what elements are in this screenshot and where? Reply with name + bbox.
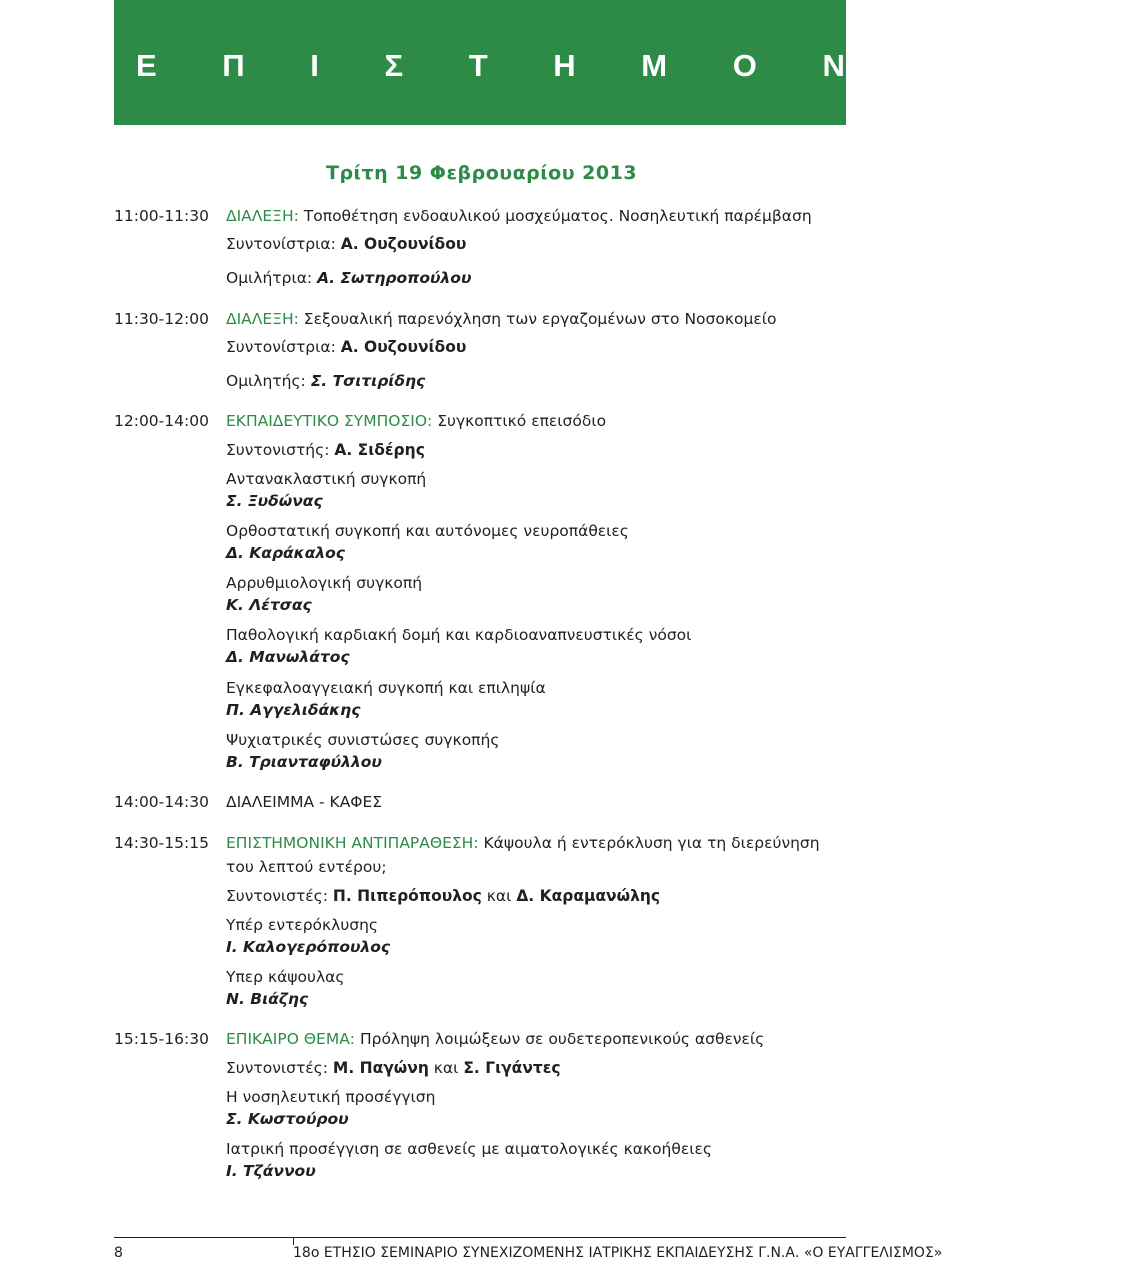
footer-divider (114, 1237, 846, 1238)
talk-speaker: Ι. Καλογερόπουλος (226, 938, 391, 956)
talk-speaker: Π. Αγγελιδάκης (226, 701, 361, 719)
talk-speaker: Β. Τριανταφύλλου (226, 753, 382, 771)
chair-label: Συντονιστής: (226, 441, 335, 459)
chair-name: Δ. Καραμανώλης (516, 887, 661, 905)
talk-title: Εγκεφαλοαγγειακή συγκοπή και επιληψία (226, 679, 546, 697)
talk-title: Η νοσηλευτική προσέγγιση (226, 1088, 436, 1106)
talk-speaker: Δ. Καράκαλος (226, 544, 345, 562)
session-title-text: Τοποθέτηση ενδοαυλικού μοσχεύματος. Νοσηλευτική παρέμβαση (298, 207, 812, 225)
session-type: ΕΠΙΣΤΗΜΟΝΙΚΗ ΑΝΤΙΠΑΡΑΘΕΣΗ: (226, 834, 479, 852)
footer-divider-tick (293, 1237, 294, 1245)
speaker-name: Α. Σωτηροπούλου (317, 269, 472, 287)
session-title-text: Συγκοπτικό επεισόδιο (432, 412, 607, 430)
talk-speaker: Δ. Μανωλάτος (226, 648, 350, 666)
talk-title: Αντανακλαστική συγκοπή (226, 470, 427, 488)
session-title (226, 206, 812, 226)
session-time: 15:15-16:30 (114, 1030, 209, 1048)
header-title: Ε Π Ι Σ Τ Η Μ Ο Ν Ι Κ Ο (136, 48, 1125, 83)
speaker-label: Ομιλητής: (226, 372, 311, 390)
session-title (226, 1029, 764, 1049)
session-speaker (226, 371, 425, 391)
page-number: 8 (114, 1245, 123, 1261)
session-type: ΔΙΑΛΕΞΗ: (226, 310, 299, 328)
chair-and: και (481, 887, 517, 905)
talk-speaker: Ν. Βιάζης (226, 990, 309, 1008)
talk-title: Παθολογική καρδιακή δομή και καρδιοαναπνευστικές νόσοι (226, 626, 692, 644)
session-title-continued: του λεπτού εντέρου; (226, 858, 387, 876)
talk-speaker: Κ. Λέτσας (226, 596, 312, 614)
chair-name: Π. Πιπερόπουλος (332, 887, 482, 905)
talk-title: Ιατρική προσέγγιση σε ασθενείς με αιματολογικές κακοήθειες (226, 1140, 712, 1158)
session-chair (226, 886, 660, 906)
session-type: ΔΙΑΛΕΞΗ: (226, 207, 299, 225)
session-speaker (226, 268, 471, 288)
chair-name: Α. Σιδέρης (334, 441, 425, 459)
chair-name: Α. Ουζουνίδου (340, 235, 467, 253)
speaker-label: Ομιλήτρια: (226, 269, 318, 287)
chair-name: Σ. Γιγάντες (463, 1059, 561, 1077)
chair-label: Συντονιστές: (226, 1059, 333, 1077)
speaker-name: Σ. Τσιτιρίδης (310, 372, 426, 390)
talk-speaker: Σ. Ξυδώνας (226, 492, 323, 510)
session-chair (226, 1058, 561, 1078)
session-time: 12:00-14:00 (114, 412, 209, 430)
session-chair (226, 440, 425, 460)
talk-title: Υπέρ εντερόκλυσης (226, 916, 379, 934)
session-title-text: Κάψουλα ή εντερόκλυση για τη διερεύνηση (478, 834, 820, 852)
chair-label: Συντονιστές: (226, 887, 333, 905)
session-time: 11:30-12:00 (114, 310, 209, 328)
session-type: ΕΚΠΑΙΔΕΥΤΙΚΟ ΣΥΜΠΟΣΙΟ: (226, 412, 433, 430)
chair-and: και (428, 1059, 464, 1077)
talk-title: Ορθοστατική συγκοπή και αυτόνομες νευροπάθειες (226, 522, 629, 540)
session-title-text: Σεξουαλική παρενόχληση των εργαζομένων στο Νοσοκομείο (298, 310, 777, 328)
session-title (226, 833, 820, 853)
talk-title: Αρρυθμιολογική συγκοπή (226, 574, 423, 592)
session-time: 14:00-14:30 (114, 793, 209, 811)
chair-name: Μ. Παγώνη (332, 1059, 429, 1077)
talk-speaker: Ι. Τζάννου (226, 1162, 316, 1180)
footer-text: 18ο ΕΤΗΣΙΟ ΣΕΜΙΝΑΡΙΟ ΣΥΝΕΧΙΖΟΜΕΝΗΣ ΙΑΤΡΙΚΗΣ ΕΚΠΑΙΔΕΥΣΗΣ Γ.Ν.Α. «Ο ΕΥΑΓΓΕΛΙΣΜΟΣ» (293, 1245, 943, 1261)
session-title (226, 309, 776, 329)
chair-label: Συντονίστρια: (226, 338, 341, 356)
talk-title: Υπερ κάψουλας (226, 968, 345, 986)
header-banner (114, 0, 1125, 125)
session-title-text: Πρόληψη λοιμώξεων σε ουδετεροπενικούς ασθενείς (355, 1030, 765, 1048)
talk-speaker: Σ. Κωστούρου (226, 1110, 349, 1128)
break-title: ΔΙΑΛΕΙΜΜΑ - ΚΑΦΕΣ (226, 793, 383, 811)
session-time: 11:00-11:30 (114, 207, 209, 225)
talk-title: Ψυχιατρικές συνιστώσες συγκοπής (226, 731, 500, 749)
session-time: 14:30-15:15 (114, 834, 209, 852)
session-chair (226, 234, 466, 254)
chair-label: Συντονίστρια: (226, 235, 341, 253)
session-type: ΕΠΙΚΑΙΡΟ ΘΕΜΑ: (226, 1030, 356, 1048)
session-title (226, 411, 606, 431)
session-chair (226, 337, 466, 357)
chair-name: Α. Ουζουνίδου (340, 338, 467, 356)
day-heading: Τρίτη 19 Φεβρουαρίου 2013 (326, 162, 638, 184)
